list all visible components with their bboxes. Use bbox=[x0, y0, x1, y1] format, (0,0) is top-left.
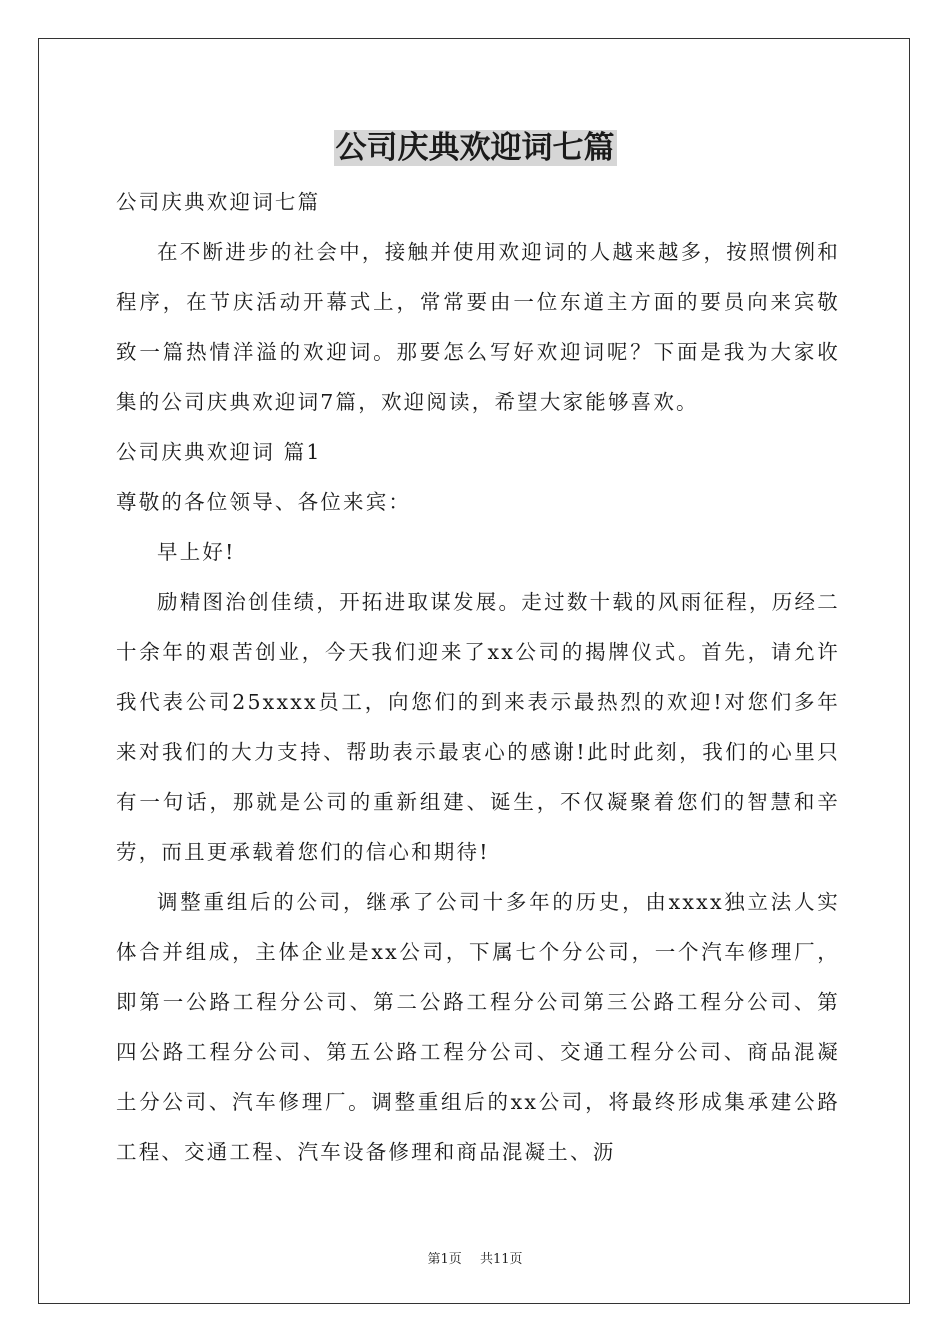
document-title bbox=[0, 128, 950, 168]
document-title-text: 公司庆典欢迎词七篇 bbox=[335, 130, 615, 166]
paragraph: 公司庆典欢迎词七篇 bbox=[116, 190, 321, 214]
paragraph: 早上好! bbox=[157, 540, 236, 564]
page-footer bbox=[0, 1248, 950, 1267]
page-total: 共11页 bbox=[479, 1252, 523, 1267]
paragraph: 公司庆典欢迎词 篇1 bbox=[116, 440, 322, 464]
paragraph: 励精图治创佳绩，开拓进取谋发展。走过数十载的风雨征程，历经二十余年的艰苦创业，今天我们迎来了xx公司的揭牌仪式。首先，请允许我代表公司25xxxx员工，向您们的到来表示最热烈的欢迎!对您们多年来对我们的大力支持、帮助表示最衷心的感谢!此时此刻，我们的心里只有一句话，那就是公司的重新组建、诞生，不仅凝聚着您们的智慧和辛劳，而且更承载着您们的信心和期待! bbox=[116, 590, 840, 864]
paragraph: 尊敬的各位领导、各位来宾： bbox=[116, 490, 412, 514]
document-body bbox=[116, 177, 840, 1177]
paragraph: 调整重组后的公司，继承了公司十多年的历史，由xxxx独立法人实体合并组成，主体企业是xx公司，下属七个分公司，一个汽车修理厂，即第一公路工程分公司、第二公路工程分公司第三公路工程分公司、第四公路工程分公司、第五公路工程分公司、交通工程分公司、商品混凝土分公司、汽车修理厂。调整重组后的xx公司，将最终形成集承建公路工程、交通工程、汽车设备修理和商品混凝土、沥 bbox=[116, 890, 840, 1164]
paragraph: 在不断进步的社会中，接触并使用欢迎词的人越来越多，按照惯例和程序，在节庆活动开幕式上，常常要由一位东道主方面的要员向来宾敬致一篇热情洋溢的欢迎词。那要怎么写好欢迎词呢？下面是我为大家收集的公司庆典欢迎词7篇，欢迎阅读，希望大家能够喜欢。 bbox=[116, 240, 840, 414]
page-number: 第1页 bbox=[427, 1252, 462, 1267]
